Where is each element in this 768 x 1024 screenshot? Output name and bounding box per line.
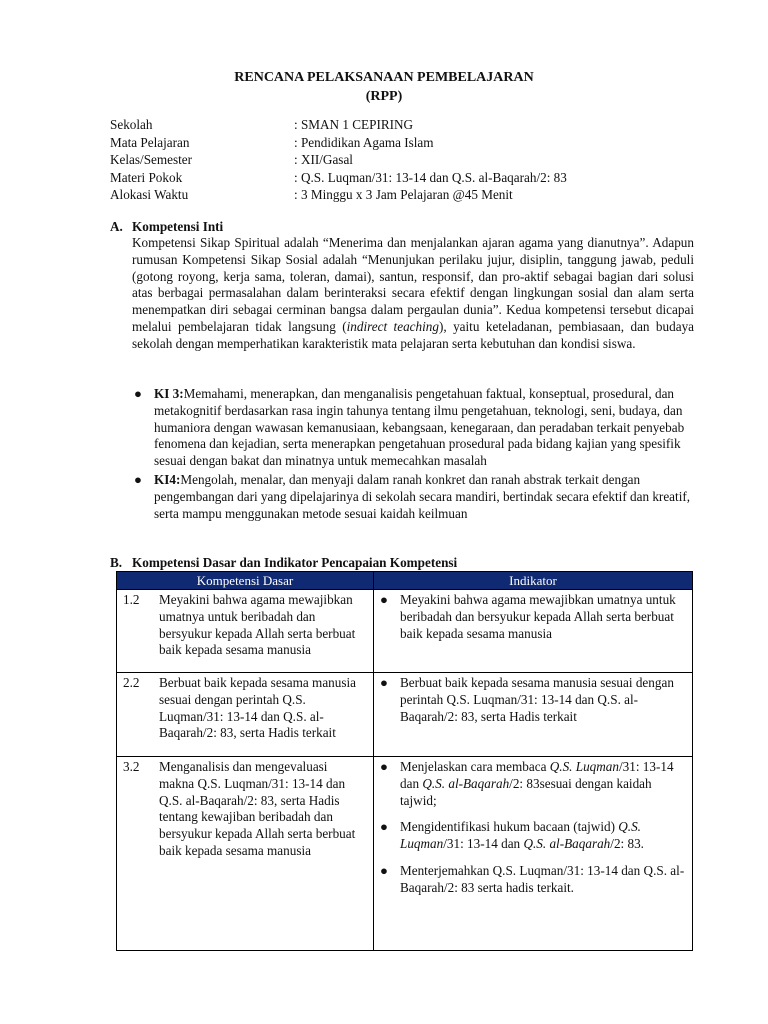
table-row bbox=[117, 590, 693, 673]
section-letter: A. bbox=[110, 219, 123, 234]
kd-number: 2.2 bbox=[123, 675, 140, 690]
indikator-item bbox=[378, 759, 688, 809]
indikator-cell bbox=[374, 590, 693, 673]
title-line-1: RENCANA PELAKSANAAN PEMBELAJARAN bbox=[234, 70, 534, 85]
indikator-item bbox=[378, 592, 688, 642]
indikator-cell bbox=[374, 757, 693, 951]
indikator-text: /31: 13-14 dan bbox=[400, 759, 674, 791]
indikator-text: Mengidentifikasi hukum bacaan (tajwid) bbox=[400, 819, 619, 835]
kd-text: Berbuat baik kepada sesama manusia sesuai dengan perintah Q.S. Luqman/31: 13-14 dan Q.S. al-Baqarah/2: 83, serta Hadis terkait bbox=[159, 675, 357, 741]
bullet-icon: ● bbox=[134, 471, 142, 487]
identity-label: Sekolah bbox=[110, 117, 153, 132]
bullet-icon: ● bbox=[134, 386, 142, 401]
section-letter: B. bbox=[110, 555, 123, 570]
identity-label: Materi Pokok bbox=[110, 169, 183, 185]
bullet-icon: ● bbox=[380, 819, 388, 835]
kd-number: 3.2 bbox=[123, 759, 140, 774]
identity-row bbox=[110, 186, 710, 204]
identity-label: Kelas/Semester bbox=[110, 152, 193, 167]
column-header-indikator: Indikator bbox=[374, 572, 693, 590]
ki-text: Mengolah, menalar, dan menyaji dalam ranah konkret dan ranah abstrak terkait dengan pengembangan dari yang dipelajarinya di sekolah secara mandiri, bertindak secara efektif dan kreatif, serta mampu menggunakan metode sesuai kaidah keilmuan bbox=[154, 471, 691, 521]
section-b-heading bbox=[110, 554, 457, 571]
indikator-italic: Q.S. Luqman bbox=[400, 819, 641, 852]
indikator-text: /2: 83sesuai dengan kaidah tajwid; bbox=[400, 775, 652, 808]
ki-label: KI 3: bbox=[154, 386, 184, 401]
identity-value: : Pendidikan Agama Islam bbox=[294, 134, 434, 150]
table-row bbox=[117, 673, 693, 757]
kompetensi-table bbox=[116, 571, 693, 951]
paragraph-italic: indirect teaching bbox=[346, 318, 439, 334]
identity-value: : SMAN 1 CEPIRING bbox=[294, 117, 414, 132]
section-title: Kompetensi Inti bbox=[132, 219, 224, 234]
indikator-text: Menterjemahkan Q.S. Luqman/31: 13-14 dan Q.S. al-Baqarah/2: 83 serta hadis terkait. bbox=[400, 862, 685, 895]
indikator-italic: Q.S. al-Baqarah bbox=[422, 775, 510, 791]
ki-bullet-list bbox=[132, 386, 694, 524]
bullet-icon: ● bbox=[380, 675, 388, 690]
indikator-cell bbox=[374, 673, 693, 757]
section-a-heading bbox=[110, 218, 223, 235]
paragraph-text: Kompetensi Sikap Spiritual adalah “Menerima dan menjalankan ajaran agama yang dianutnya”. Adapun rumusan Kompetensi Sikap Sosial adalah “Menunjukan perilaku jujur, disiplin, tanggung jawab, peduli (gotong royong, kerja sama, toleran, damai), santun, responsif, dan pro-aktif sebagai bagian dari solusi atas berbagai permasalahan dalam berinteraksi secara efektif dengan lingkungan sosial dan alam serta menempatkan diri sebagai cerminan bangsa dalam pergaulan dunia”. Kedua kompetensi tersebut dicapai melalui pembelajaran tidak langsung ( bbox=[132, 235, 694, 334]
identity-value: : 3 Minggu x 3 Jam Pelajaran @45 Menit bbox=[294, 187, 513, 202]
kd-number: 1.2 bbox=[123, 592, 140, 607]
identity-label: Alokasi Waktu bbox=[110, 187, 189, 202]
indikator-italic: Q.S. Luqman bbox=[549, 759, 619, 774]
document-title bbox=[0, 68, 768, 106]
title-line-2: (RPP) bbox=[365, 89, 403, 104]
kd-text: Menganalisis dan mengevaluasi makna Q.S. Luqman/31: 13-14 dan Q.S. al-Baqarah/2: 83, serta Hadis tentang kewajiban beribadah dan bersyukur kepada Allah serta berbuat baik kepada sesama manusia bbox=[159, 759, 356, 858]
identity-row bbox=[110, 151, 710, 169]
paragraph-text: ), yaitu keteladanan, pembiasaan, dan budaya sekolah dengan memperhatikan karakteristik mata pelajaran serta kebutuhan dan kondisi siswa. bbox=[132, 318, 695, 351]
kd-cell bbox=[117, 757, 374, 951]
indikator-text: Menjelaskan cara membaca bbox=[400, 759, 550, 774]
bullet-icon: ● bbox=[380, 759, 388, 774]
indikator-italic: Q.S. al-Baqarah bbox=[523, 836, 611, 852]
indikator-text: Berbuat baik kepada sesama manusia sesuai dengan perintah Q.S. Luqman/31: 13-14 dan Q.S. al-Baqarah/2: 83, serta Hadis terkait bbox=[400, 675, 674, 724]
indikator-text: Meyakini bahwa agama mewajibkan umatnya untuk beribadah dan bersyukur kepada Allah serta berbuat baik kepada sesama manusia bbox=[400, 592, 676, 641]
bullet-icon: ● bbox=[380, 592, 388, 607]
kd-text: Meyakini bahwa agama mewajibkan umatnya untuk beribadah dan bersyukur kepada Allah serta berbuat baik kepada sesama manusia bbox=[159, 592, 356, 658]
kd-cell bbox=[117, 673, 374, 757]
kompetensi-inti-paragraph bbox=[132, 235, 694, 353]
identity-row bbox=[110, 134, 710, 152]
ki-label: KI4: bbox=[154, 471, 181, 487]
identity-row bbox=[110, 116, 710, 134]
ki3-item bbox=[132, 386, 694, 470]
ki4-item bbox=[132, 472, 694, 522]
indikator-item bbox=[378, 819, 688, 853]
identity-label: Mata Pelajaran bbox=[110, 134, 190, 150]
table-row bbox=[117, 757, 693, 951]
identity-value: : Q.S. Luqman/31: 13-14 dan Q.S. al-Baqarah/2: 83 bbox=[294, 169, 567, 185]
identity-block bbox=[110, 116, 710, 204]
ki-text: Memahami, menerapkan, dan menganalisis pengetahuan faktual, konseptual, prosedural, dan metakognitif berdasarkan rasa ingin tahunya tentang ilmu pengetahuan, teknologi, seni, budaya, dan humaniora dengan wawasan kemanusiaan, kebangsaan, kenegaraan, dan peradaban terkait penyebab fenomena dan kejadian, serta menerapkan pengetahuan prosedural pada bidang kajian yang spesifik sesuai dengan bakat dan minatnya untuk memecahkan masalah bbox=[154, 386, 685, 469]
indikator-item bbox=[378, 863, 688, 897]
identity-row bbox=[110, 169, 710, 187]
section-title: Kompetensi Dasar dan Indikator Pencapaian Kompetensi bbox=[132, 555, 458, 570]
indikator-item bbox=[378, 675, 688, 725]
indikator-text: /31: 13-14 dan bbox=[443, 836, 524, 852]
kd-cell bbox=[117, 590, 374, 673]
bullet-icon: ● bbox=[380, 862, 388, 878]
identity-value: : XII/Gasal bbox=[294, 152, 353, 167]
column-header-kompetensi-dasar: Kompetensi Dasar bbox=[117, 572, 374, 590]
indikator-text: /2: 83. bbox=[610, 836, 644, 852]
table-header-row bbox=[117, 572, 693, 590]
